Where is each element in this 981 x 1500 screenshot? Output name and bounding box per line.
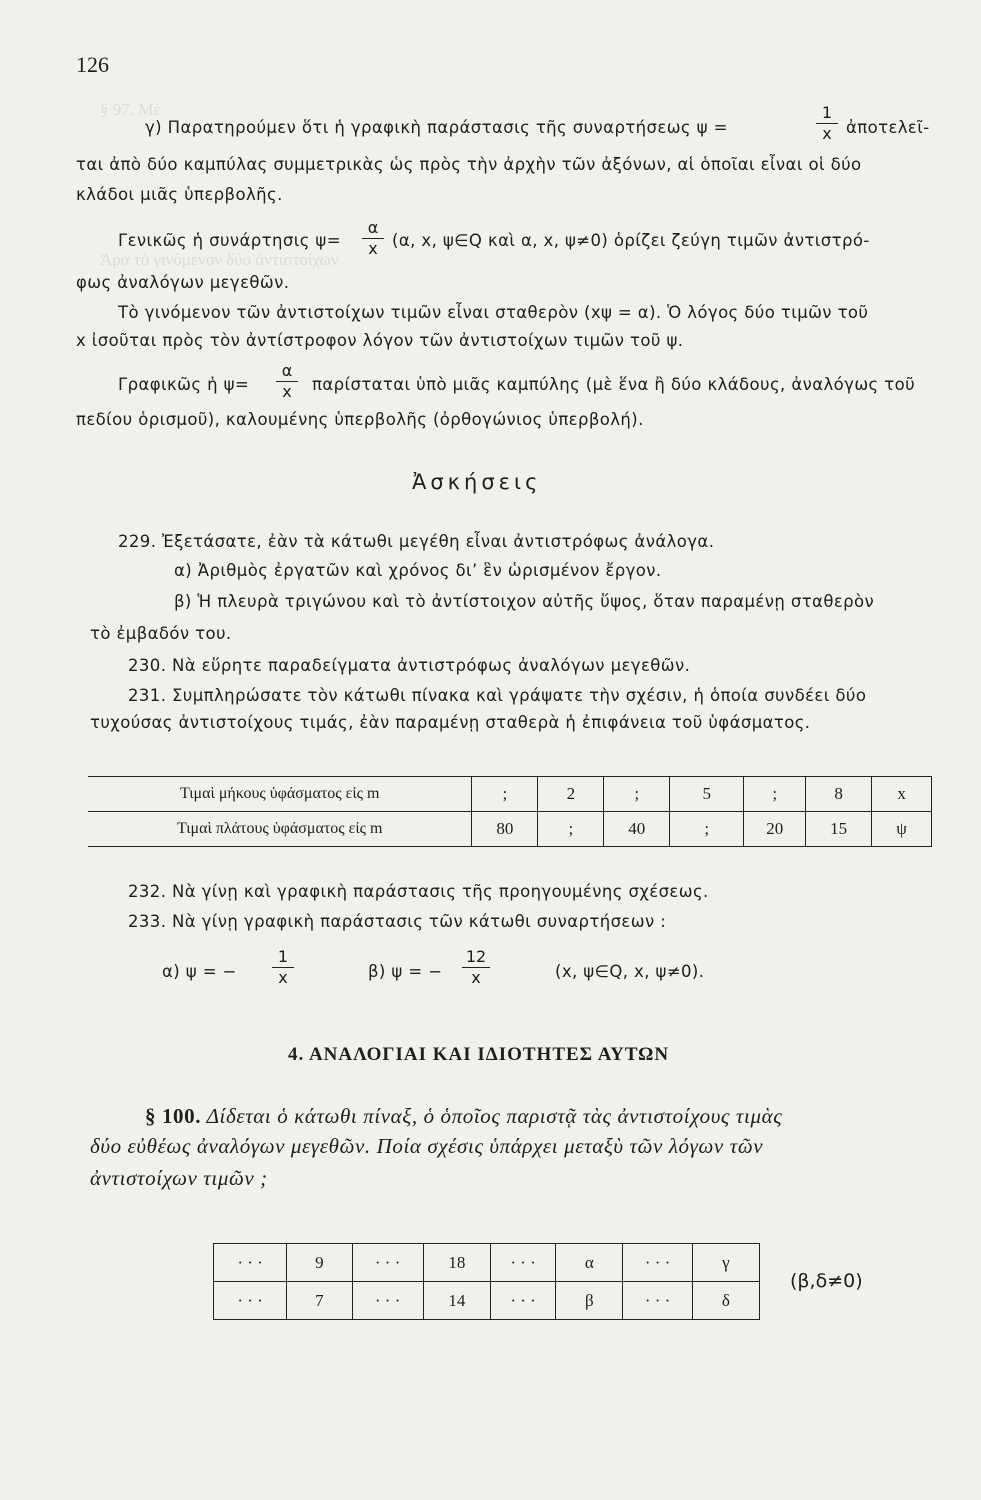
table-cell: 5 [670, 777, 744, 812]
paragraph-100-line-3: ἀντιστοίχων τιμῶν ; [90, 1166, 268, 1190]
gamma-line-3: κλάδοι μιᾶς ὑπερβολῆς. [76, 185, 283, 204]
exercise-229-b-cont: τὸ ἐμβαδόν του. [90, 624, 232, 643]
table-cell: 9 [287, 1244, 352, 1282]
exercise-232: 232. Νὰ γίνῃ καὶ γραφικὴ παράστασις τῆς προηγουμένης σχέσεως. [128, 882, 709, 901]
exercise-231-cont: τυχούσας ἀντιστοίχους τιμάς, ἐὰν παραμένῃ σταθερὰ ἡ ἐπιφάνεια τοῦ ὑφάσματος. [90, 713, 811, 732]
product-line-1: Τὸ γινόμενον τῶν ἀντιστοίχων τιμῶν εἶναι σταθερὸν (xψ = α). Ὁ λόγος δύο τιμῶν τοῦ [118, 303, 869, 322]
fraction-numerator: 1 [277, 947, 289, 966]
table-row-label: Τιμαὶ μήκους ὑφάσματος εἰς m [88, 777, 472, 812]
general-line-1b: (α, x, ψ∈Q καὶ α, x, ψ≠0) ὁρίζει ζεύγη τιμῶν ἀντιστρό- [392, 231, 870, 250]
table-cell: ; [604, 777, 670, 812]
fraction-numerator: α [367, 218, 379, 237]
exercise-233: 233. Νὰ γίνῃ γραφικὴ παράστασις τῶν κάτωθι συναρτήσεων : [128, 912, 667, 931]
table-row [214, 1282, 760, 1320]
table-cell: γ [692, 1244, 759, 1282]
table-cell: 14 [423, 1282, 490, 1320]
page-number: 126 [76, 52, 109, 77]
exercise-230: 230. Νὰ εὕρητε παραδείγματα ἀντιστρόφως ἀναλόγων μεγεθῶν. [128, 656, 691, 675]
table-cell: δ [692, 1282, 759, 1320]
exercise-233-b: β) ψ = − [368, 962, 443, 981]
table-cell: 7 [287, 1282, 352, 1320]
table-cell: 40 [604, 812, 670, 847]
exercise-229: 229. Ἐξετάσατε, ἐὰν τὰ κάτωθι μεγέθη εἶναι ἀντιστρόφως ἀνάλογα. [118, 532, 715, 551]
general-line-1a: Γενικῶς ἡ συνάρτησις ψ= [118, 231, 341, 250]
table-cell: 15 [806, 812, 872, 847]
fabric-dimensions-table [88, 776, 932, 847]
bleed-through-text: Ἀρα τὸ γινόμενον δύο ἀντιστοίχων [100, 250, 339, 269]
table-cell: 80 [472, 812, 538, 847]
table-cell: ; [670, 812, 744, 847]
fraction-denominator: x [368, 239, 378, 258]
table-cell: ; [744, 777, 806, 812]
exercise-229-a: α) Ἀριθμὸς ἐργατῶν καὶ χρόνος δι’ ἓν ὡρισμένον ἔργον. [174, 561, 662, 580]
graph-line-1b: παρίσταται ὑπὸ μιᾶς καμπύλης (μὲ ἕνα ἢ δύο κλάδους, ἀναλόγως τοῦ [312, 375, 916, 394]
table-cell: · · · [490, 1244, 555, 1282]
table-cell: ; [538, 812, 604, 847]
paragraph-text: Δίδεται ὁ κάτωθι πίναξ, ὁ ὁποῖος παριστᾷ τὰς ἀντιστοίχους τιμὰς [206, 1104, 783, 1128]
fraction-numerator: α [281, 361, 293, 380]
table-row-label: Τιμαὶ πλάτους ὑφάσματος εἰς m [88, 812, 472, 847]
product-line-2: x ἰσοῦται πρὸς τὸν ἀντίστροφον λόγον τῶν ἀντιστοίχων τιμῶν τοῦ ψ. [76, 331, 684, 350]
general-line-2: φως ἀναλόγων μεγεθῶν. [76, 273, 290, 292]
fraction-denominator: x [282, 382, 292, 401]
table-cell: · · · [623, 1282, 692, 1320]
table-2-condition: (β,δ≠0) [790, 1270, 863, 1292]
fraction-alpha-over-x [276, 362, 298, 401]
graph-line-1a: Γραφικῶς ἡ ψ= [118, 375, 250, 394]
proportional-values-table [213, 1243, 760, 1320]
paragraph-number: § 100. [145, 1104, 202, 1128]
exercise-233-a: α) ψ = − [162, 962, 237, 981]
table-cell: β [556, 1282, 623, 1320]
fraction-1-over-x [272, 948, 294, 987]
graph-line-2: πεδίου ὁρισμοῦ), καλουμένης ὑπερβολῆς (ὀρθογώνιος ὑπερβολή). [76, 410, 644, 429]
exercises-title: Ἀσκήσεις [412, 470, 542, 494]
fraction-12-over-x [462, 948, 490, 987]
table-cell: ψ [872, 812, 932, 847]
table-cell: x [872, 777, 932, 812]
fraction-denominator: x [278, 968, 288, 987]
exercise-231: 231. Συμπληρώσατε τὸν κάτωθι πίνακα καὶ γράψατε τὴν σχέσιν, ἡ ὁποία συνδέει δύο [128, 686, 867, 705]
fraction-numerator: 1 [821, 103, 833, 122]
table-cell: 2 [538, 777, 604, 812]
table-row [214, 1244, 760, 1282]
table-row [88, 812, 932, 847]
table-row [88, 777, 932, 812]
table-cell: · · · [352, 1282, 423, 1320]
gamma-line-1: γ) Παρατηρούμεν ὅτι ἡ γραφικὴ παράστασις τῆς συναρτήσεως ψ = [145, 118, 728, 137]
fraction-alpha-over-x [362, 219, 384, 258]
table-cell: ; [472, 777, 538, 812]
gamma-line-2: ται ἀπὸ δύο καμπύλας συμμετρικὰς ὡς πρὸς τὴν ἀρχὴν τῶν ἀξόνων, αἱ ὁποῖαι εἶναι οἱ δύο [76, 155, 862, 174]
fraction-denominator: x [822, 124, 832, 143]
table-cell: α [556, 1244, 623, 1282]
table-cell: · · · [623, 1244, 692, 1282]
fraction-1-over-x [816, 104, 838, 143]
table-cell: 18 [423, 1244, 490, 1282]
table-cell: · · · [214, 1282, 287, 1320]
bleed-through-text: § 97. Μὲ [100, 100, 161, 119]
section-heading: 4. ΑΝΑΛΟΓΙΑΙ ΚΑΙ ΙΔΙΟΤΗΤΕΣ ΑΥΤΩΝ [288, 1044, 670, 1065]
gamma-line-1-end: ἀποτελεῖ- [846, 118, 930, 137]
table-cell: · · · [214, 1244, 287, 1282]
table-cell: · · · [490, 1282, 555, 1320]
exercise-233-condition: (x, ψ∈Q, x, ψ≠0). [555, 962, 705, 981]
table-cell: · · · [352, 1244, 423, 1282]
table-cell: 8 [806, 777, 872, 812]
fraction-denominator: x [471, 968, 481, 987]
paragraph-100-line-1 [145, 1104, 782, 1129]
fraction-numerator: 12 [465, 947, 487, 966]
exercise-229-b: β) Ἡ πλευρὰ τριγώνου καὶ τὸ ἀντίστοιχον αὐτῆς ὕψος, ὅταν παραμένῃ σταθερὸν [174, 592, 875, 611]
table-cell: 20 [744, 812, 806, 847]
paragraph-100-line-2: δύο εὐθέως ἀναλόγων μεγεθῶν. Ποία σχέσις ὑπάρχει μεταξὺ τῶν λόγων τῶν [90, 1134, 764, 1158]
